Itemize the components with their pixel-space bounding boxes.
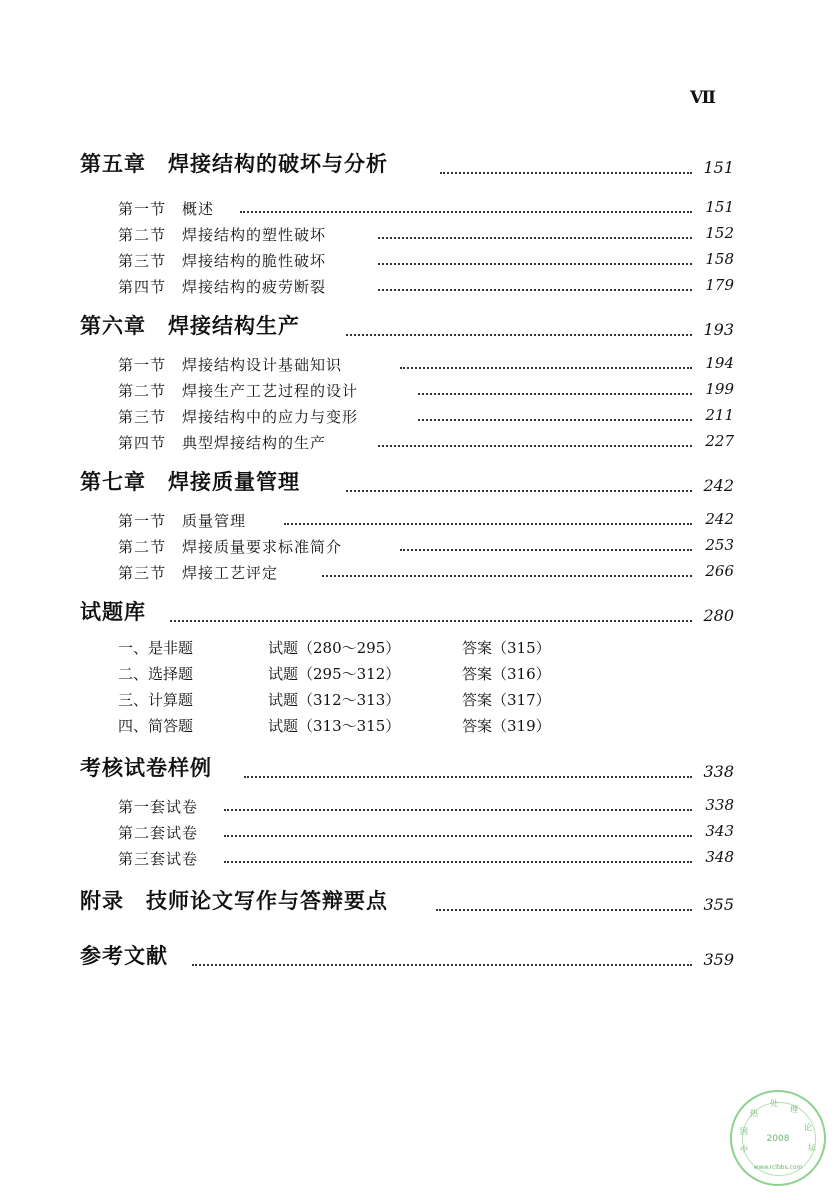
question-type-row[interactable] xyxy=(0,715,834,741)
page-ref: 151 xyxy=(703,158,734,177)
section-title: 第一节 质量管理 xyxy=(118,512,247,530)
toc-chapter-6[interactable] xyxy=(0,314,834,340)
section-title: 第二节 焊接生产工艺过程的设计 xyxy=(118,382,359,400)
page-ref: 151 xyxy=(705,198,734,216)
stamp-char: 理 xyxy=(790,1105,798,1114)
stamp-char: 热 xyxy=(750,1109,758,1118)
toc-section[interactable] xyxy=(0,848,834,874)
stamp-url: www.rclbbs.com xyxy=(753,1164,803,1171)
toc-section[interactable] xyxy=(0,562,834,588)
dot-leader xyxy=(224,861,692,863)
answer-ref: 答案（319） xyxy=(462,717,551,735)
dot-leader xyxy=(322,575,692,577)
question-type-row[interactable] xyxy=(0,637,834,663)
dot-leader xyxy=(400,367,692,369)
toc-section[interactable] xyxy=(0,796,834,822)
page-ref: 242 xyxy=(703,476,734,495)
page-ref: 227 xyxy=(705,432,734,450)
dot-leader xyxy=(400,549,692,551)
dot-leader xyxy=(224,809,692,811)
dot-leader xyxy=(244,776,692,778)
chapter-title: 第五章 焊接结构的破坏与分析 xyxy=(80,152,388,176)
section-title: 第二节 焊接质量要求标准简介 xyxy=(118,538,343,556)
page-number: Ⅶ xyxy=(690,88,715,108)
toc-chapter-7[interactable] xyxy=(0,470,834,496)
section-title: 第四节 焊接结构的疲劳断裂 xyxy=(118,278,327,296)
question-range: 试题（295～312） xyxy=(268,665,401,683)
dot-leader xyxy=(224,835,692,837)
dot-leader xyxy=(346,334,692,336)
chapter-title: 试题库 xyxy=(80,600,146,624)
question-type: 二、选择题 xyxy=(118,665,194,683)
answer-ref: 答案（317） xyxy=(462,691,551,709)
question-range: 试题（312～313） xyxy=(268,691,401,709)
dot-leader xyxy=(436,909,692,911)
toc-section[interactable] xyxy=(0,822,834,848)
toc-section[interactable] xyxy=(0,536,834,562)
section-title: 第三套试卷 xyxy=(118,850,199,868)
dot-leader xyxy=(440,172,692,174)
page-ref: 194 xyxy=(705,354,734,372)
page-ref: 199 xyxy=(705,380,734,398)
page-ref: 343 xyxy=(705,822,734,840)
page-ref: 348 xyxy=(705,848,734,866)
stamp-year: 2008 xyxy=(766,1134,790,1144)
dot-leader xyxy=(240,211,692,213)
dot-leader xyxy=(170,620,692,622)
dot-leader xyxy=(378,289,692,291)
toc-section[interactable] xyxy=(0,276,834,302)
page-ref: 359 xyxy=(703,950,734,969)
stamp-char: 坛 xyxy=(808,1143,816,1152)
page-ref: 193 xyxy=(703,320,734,339)
section-title: 第四节 典型焊接结构的生产 xyxy=(118,434,327,452)
section-title: 第一套试卷 xyxy=(118,798,199,816)
question-type: 三、计算题 xyxy=(118,691,194,709)
answer-ref: 答案（316） xyxy=(462,665,551,683)
stamp-char: 中 xyxy=(740,1145,748,1154)
dot-leader xyxy=(418,393,692,395)
section-title: 第三节 焊接结构的脆性破坏 xyxy=(118,252,327,270)
page-ref: 338 xyxy=(705,796,734,814)
toc-section[interactable] xyxy=(0,354,834,380)
chapter-title: 第七章 焊接质量管理 xyxy=(80,470,300,494)
dot-leader xyxy=(378,237,692,239)
toc-section[interactable] xyxy=(0,510,834,536)
toc-section[interactable] xyxy=(0,406,834,432)
section-title: 第一节 概述 xyxy=(118,200,215,218)
stamp-char: 论 xyxy=(804,1123,812,1132)
toc-chapter-5[interactable] xyxy=(0,152,834,178)
section-title: 第一节 焊接结构设计基础知识 xyxy=(118,356,343,374)
toc-section[interactable] xyxy=(0,224,834,250)
page-ref: 280 xyxy=(703,606,734,625)
answer-ref: 答案（315） xyxy=(462,639,551,657)
section-title: 第三节 焊接结构中的应力与变形 xyxy=(118,408,359,426)
section-title: 第二套试卷 xyxy=(118,824,199,842)
section-title: 第二节 焊接结构的塑性破坏 xyxy=(118,226,327,244)
question-type-row[interactable] xyxy=(0,689,834,715)
question-range: 试题（280～295） xyxy=(268,639,401,657)
stamp-char: 处 xyxy=(770,1099,778,1108)
dot-leader xyxy=(378,263,692,265)
toc-question-bank[interactable] xyxy=(0,600,834,626)
page-ref: 179 xyxy=(705,276,734,294)
toc-references[interactable] xyxy=(0,944,834,970)
toc-section[interactable] xyxy=(0,250,834,276)
chapter-title: 第六章 焊接结构生产 xyxy=(80,314,300,338)
dot-leader xyxy=(378,445,692,447)
page-ref: 242 xyxy=(705,510,734,528)
question-type-row[interactable] xyxy=(0,663,834,689)
page-ref: 266 xyxy=(705,562,734,580)
page-ref: 253 xyxy=(705,536,734,554)
toc-section[interactable] xyxy=(0,380,834,406)
chapter-title: 参考文献 xyxy=(80,944,168,968)
section-title: 第三节 焊接工艺评定 xyxy=(118,564,279,582)
stamp-char: 国 xyxy=(740,1127,748,1136)
chapter-title: 附录 技师论文写作与答辩要点 xyxy=(80,889,388,913)
page-ref: 152 xyxy=(705,224,734,242)
chapter-title: 考核试卷样例 xyxy=(80,756,212,780)
toc-section[interactable] xyxy=(0,432,834,458)
question-type: 一、是非题 xyxy=(118,639,194,657)
page-ref: 211 xyxy=(705,406,734,424)
forum-stamp xyxy=(730,1090,826,1186)
page-ref: 338 xyxy=(703,762,734,781)
toc-exam-samples[interactable] xyxy=(0,756,834,782)
toc-section[interactable] xyxy=(0,198,834,224)
dot-leader xyxy=(192,964,692,966)
dot-leader xyxy=(418,419,692,421)
toc-appendix[interactable] xyxy=(0,889,834,915)
page-ref: 355 xyxy=(703,895,734,914)
page-ref: 158 xyxy=(705,250,734,268)
dot-leader xyxy=(284,523,692,525)
dot-leader xyxy=(346,490,692,492)
question-range: 试题（313～315） xyxy=(268,717,401,735)
question-type: 四、简答题 xyxy=(118,717,194,735)
